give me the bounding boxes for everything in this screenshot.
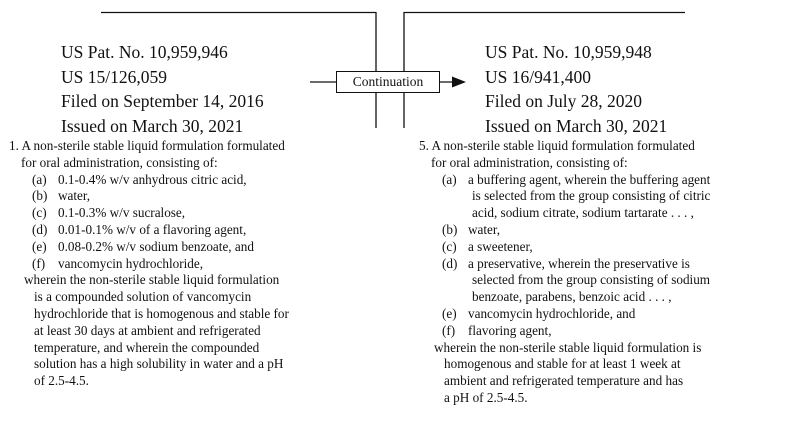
element-marker: (d): [32, 221, 48, 237]
continuation-label: Continuation: [336, 71, 440, 93]
claim-preamble-line: for oral administration, consisting of:: [21, 154, 218, 170]
wherein-clause-line: of 2.5-4.5.: [34, 373, 89, 389]
element-marker: (c): [442, 238, 457, 254]
claim-preamble-line: 5. A non-sterile stable liquid formulation formulated: [419, 138, 695, 153]
left-patent-header: [61, 40, 264, 138]
claim-element-continuation: acid, sodium citrate, sodium tartarate . . . ,: [472, 205, 694, 221]
left-patent-number: US Pat. No. 10,959,946: [61, 42, 228, 62]
wherein-clause-line: solution has a high solubility in water and a pH: [34, 356, 284, 372]
claim-element-continuation: is selected from the group consisting of citric: [472, 188, 711, 204]
claim-element: (a) a buffering agent, wherein the buffering agent: [442, 171, 711, 187]
claim-element: (d) a preservative, wherein the preservative is: [442, 255, 690, 271]
claim-element-continuation: benzoate, parabens, benzoic acid . . . ,: [472, 289, 672, 305]
element-marker: (b): [32, 188, 48, 204]
left-filing-date: Filed on September 14, 2016: [61, 91, 264, 111]
claim-element: (c) 0.1-0.3% w/v sucralose,: [32, 205, 186, 221]
right-claim: [419, 138, 710, 407]
right-application-number: US 16/941,400: [485, 66, 591, 87]
arrow-head-icon: [452, 77, 466, 88]
right-filing-date: Filed on July 28, 2020: [485, 91, 643, 111]
element-marker: (b): [442, 221, 458, 237]
left-claim: [9, 138, 289, 390]
element-marker: (f): [32, 255, 46, 271]
claim-element: (e) vancomycin hydrochloride, and: [442, 305, 636, 321]
element-marker: (e): [32, 238, 47, 254]
right-patent-number: US Pat. No. 10,959,948: [485, 42, 652, 62]
claim-element: (a) 0.1-0.4% w/v anhydrous citric acid,: [32, 171, 247, 187]
element-marker: (e): [442, 305, 457, 321]
element-marker: (f): [442, 322, 456, 338]
element-marker: (d): [442, 255, 458, 271]
claim-preamble-line: for oral administration, consisting of:: [431, 154, 628, 170]
claim-number: 5.: [419, 138, 429, 153]
wherein-clause-line: temperature, and wherein the compounded: [34, 339, 260, 355]
element-marker: (c): [32, 205, 47, 221]
claim-element: (f) vancomycin hydrochloride,: [32, 255, 204, 271]
wherein-clause-line: homogenous and stable for at least 1 week at: [444, 356, 681, 372]
left-issue-date: Issued on March 30, 2021: [61, 115, 244, 136]
wherein-clause-line: at least 30 days at ambient and refrigerated: [34, 322, 261, 338]
claim-element: (b) water,: [32, 188, 91, 204]
wherein-clause-line: is a compounded solution of vancomycin: [34, 289, 252, 305]
claim-element-continuation: selected from the group consisting of sodium: [472, 272, 711, 288]
claim-element: (c) a sweetener,: [442, 238, 533, 254]
claim-element: (b) water,: [442, 221, 501, 237]
right-patent-header: [485, 40, 667, 138]
wherein-clause-line: wherein the non-sterile stable liquid formulation is: [434, 339, 702, 355]
claim-element: (f) flavoring agent,: [442, 322, 552, 338]
claim-preamble-line: 1. A non-sterile stable liquid formulation formulated: [9, 138, 285, 153]
claim-element: (e) 0.08-0.2% w/v sodium benzoate, and: [32, 238, 254, 254]
element-marker: (a): [442, 171, 457, 187]
claim-number: 1.: [9, 138, 19, 153]
right-issue-date: Issued on March 30, 2021: [485, 115, 668, 136]
left-application-number: US 15/126,059: [61, 66, 167, 87]
wherein-clause-line: wherein the non-sterile stable liquid formulation: [24, 272, 280, 288]
claim-element: (d) 0.01-0.1% w/v of a flavoring agent,: [32, 221, 247, 237]
element-marker: (a): [32, 171, 47, 187]
wherein-clause-line: a pH of 2.5-4.5.: [444, 389, 528, 405]
wherein-clause-line: hydrochloride that is homogenous and stable for: [34, 305, 289, 321]
wherein-clause-line: ambient and refrigerated temperature and has: [444, 373, 684, 389]
